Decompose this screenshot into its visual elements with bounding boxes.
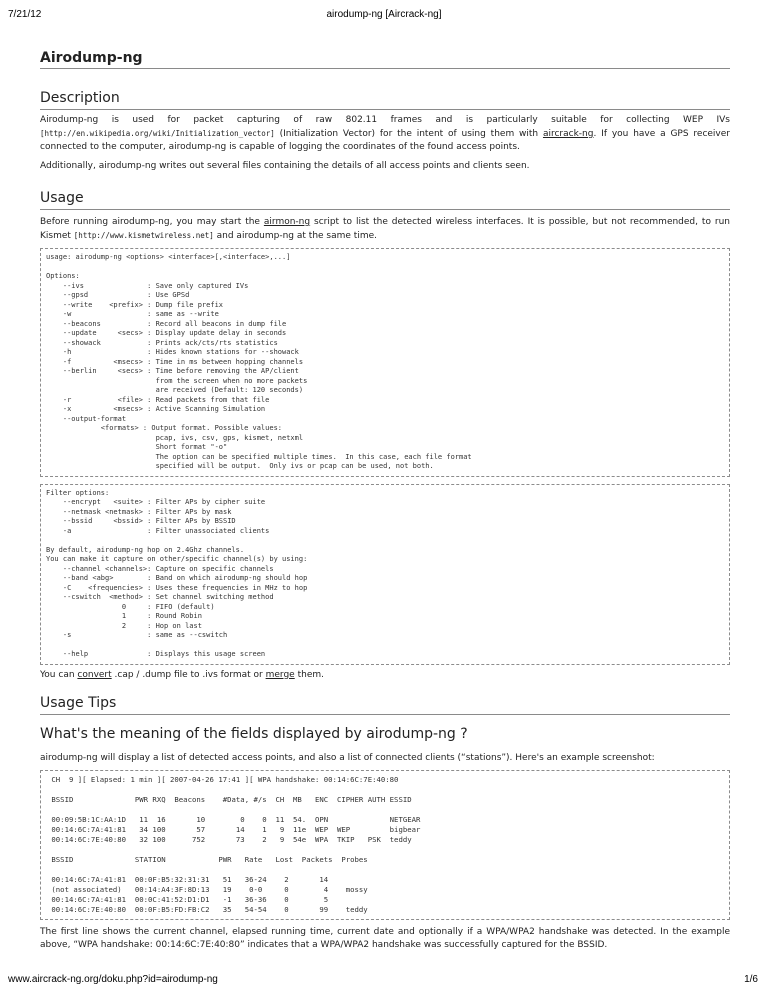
page-number: 1/6 <box>744 974 758 985</box>
text-span: (Initialization Vector) for the intent of using them with <box>274 129 543 139</box>
text-span: Airodump-ng is used for packet capturing of raw 802.11 frames and is particularly suitable for collecting WEP IVs <box>40 115 730 125</box>
usage-tips-outro: The first line shows the current channel, elapsed running time, current date and optionally if a WPA/WPA2 handshake was detected. In the example above, “WPA handshake: 00:14:6C:7E:40:80” indicates that a WPA/WPA2 handshake was successfully captured for the BSSID. <box>40 926 730 950</box>
text-span: . If you have a GPS receiver connected to the computer, airodump-ng is capable of logging the coordinates of the found access points. <box>40 129 730 152</box>
filter-options-code-block: Filter options: --encrypt <suite> : Filter APs by cipher suite --netmask <netmask> : Filter APs by mask --bssid <bssid> : Filter APs by BSSID -a : Filter unassociated clients By default, airodump-ng hop on 2.4Ghz channels. You can make it capture on other/specific channel(s) by using: --channel <channels>: Capture on specific channels --band <abg> : Band on which airodump-ng should hop -C <frequencies> : Uses these frequencies in MHz to hop --cswitch <method> : Set channel switching method 0 : FIFO (default) 1 : Round Robin 2 : Hop on last -s : same as --cswitch --help : Displays this usage screen <box>40 484 730 665</box>
usage-tips-intro: airodump-ng will display a list of detected access points, and also a list of connected clients (“stations”). Here's an example screenshot: <box>40 752 655 763</box>
text-span: them. <box>294 669 324 680</box>
article <box>40 50 730 952</box>
usage-intro <box>40 216 730 243</box>
screen-example-block: CH 9 ][ Elapsed: 1 min ][ 2007-04-26 17:41 ][ WPA handshake: 00:14:6C:7E:40:80 BSSID PWR RXQ Beacons #Data, #/s CH MB ENC CIPHER AUTH ESSID 00:09:5B:1C:AA:1D 11 16 10 0 0 11 54. OPN NETGEAR 00:14:6C:7A:41:81 34 100 57 14 1 9 11e WEP WEP bigbear 00:14:6C:7E:40:80 32 100 752 73 2 9 54e WPA TKIP PSK teddy BSSID STATION PWR Rate Lost Packets Probes 00:14:6C:7A:41:81 00:0F:B5:32:31:31 51 36-24 2 14 (not associated) 00:14:A4:3F:8D:13 19 0-0 0 4 mossy 00:14:6C:7A:41:81 00:0C:41:52:D1:D1 -1 36-36 0 5 00:14:6C:7E:40:80 00:0F:B5:FD:FB:C2 35 54-54 0 99 teddy <box>40 770 730 920</box>
usage-outro <box>40 669 730 682</box>
print-title: airodump-ng [Aircrack-ng] <box>326 9 442 20</box>
merge-link[interactable]: merge <box>265 669 295 680</box>
aircrack-ng-link[interactable]: aircrack-ng <box>542 129 594 139</box>
print-url: www.aircrack-ng.org/doku.php?id=airodump-ng <box>8 974 218 985</box>
page-title: Airodump-ng <box>40 50 730 69</box>
text-span: Before running airodump-ng, you may start the <box>40 217 264 227</box>
section-heading-description: Description <box>40 90 730 110</box>
text-span: script to list the detected wireless interfaces. It is possible, but not recommended, to run Kismet <box>40 217 730 241</box>
section-heading-usage-tips: Usage Tips <box>40 695 730 715</box>
kismet-reference: [http://www.kismetwireless.net] <box>73 231 214 240</box>
description-paragraph-2: Additionally, airodump-ng writes out several files containing the details of all access points and clients seen. <box>40 161 530 171</box>
print-header <box>0 9 768 23</box>
text-span: .cap / .dump file to .ivs format or <box>111 669 266 680</box>
wikipedia-reference: [http://en.wikipedia.org/wiki/Initialization_vector] <box>40 129 275 138</box>
print-date: 7/21/12 <box>8 9 42 20</box>
section-heading-usage: Usage <box>40 190 730 210</box>
convert-link[interactable]: convert <box>77 669 112 680</box>
text-span: You can <box>40 669 78 680</box>
usage-code-block: usage: airodump-ng <options> <interface>[,<interface>,...] Options: --ivs : Save only captured IVs --gpsd : Use GPSd --write <prefix> : Dump file prefix -w : same as --write --beacons : Record all beacons in dump file --update <secs> : Display update delay in seconds --showack : Prints ack/cts/rts statistics -h : Hides known stations for --showack -f <msecs> : Time in ms between hopping channels --berlin <secs> : Time before removing the AP/client from the screen when no more packets are received (Default: 120 seconds) -r <file> : Read packets from that file -x <msecs> : Active Scanning Simulation --output-format <formats> : Output format. Possible values: pcap, ivs, csv, gps, kismet, netxml Short format "-o" The option can be specified multiple times. In this case, each file format specified will be output. Only ivs or pcap can be used, not both. <box>40 248 730 477</box>
subsection-heading: What's the meaning of the fields displayed by airodump-ng ? <box>40 725 468 742</box>
description-paragraph <box>40 114 730 154</box>
airmon-ng-link[interactable]: airmon-ng <box>263 217 311 227</box>
text-span: and airodump-ng at the same time. <box>213 231 377 241</box>
print-footer <box>0 974 768 988</box>
